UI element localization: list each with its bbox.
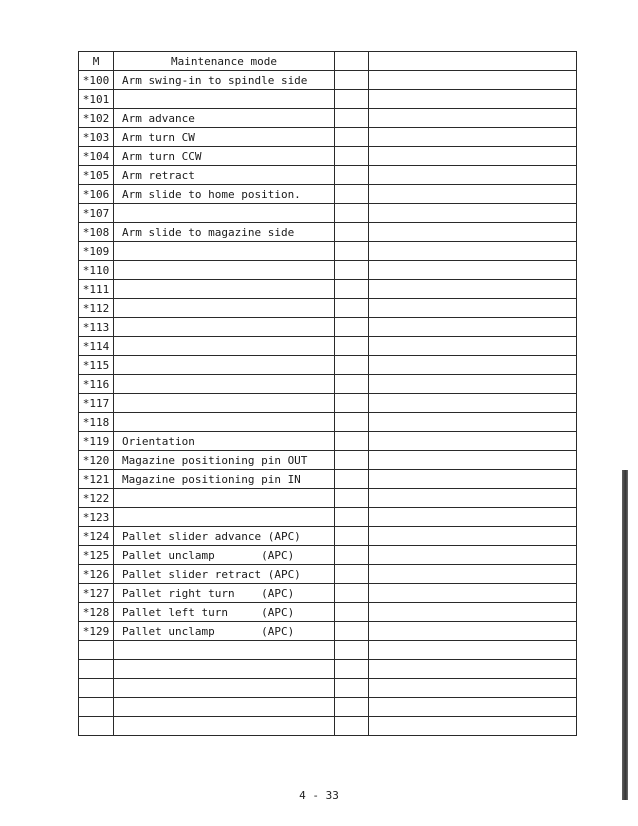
- row-extra-cell: [369, 204, 577, 223]
- row-description-cell: Magazine positioning pin IN: [114, 470, 335, 489]
- row-extra-cell: [369, 698, 577, 717]
- row-code-cell: *120: [79, 451, 114, 470]
- table-row: [79, 90, 577, 109]
- row-description-cell: Orientation: [114, 432, 335, 451]
- row-code-cell: *111: [79, 280, 114, 299]
- row-extra-cell: [335, 318, 369, 337]
- row-extra-cell: [369, 166, 577, 185]
- row-description-cell: [114, 261, 335, 280]
- row-extra-cell: [335, 508, 369, 527]
- row-extra-cell: [369, 280, 577, 299]
- row-extra-cell: [335, 565, 369, 584]
- row-code-cell: *106: [79, 185, 114, 204]
- table-row: [79, 109, 577, 128]
- row-extra-cell: [335, 299, 369, 318]
- row-description-cell: Pallet unclamp (APC): [114, 622, 335, 641]
- row-description-cell: Pallet slider retract (APC): [114, 565, 335, 584]
- row-extra-cell: [369, 337, 577, 356]
- table-row: [79, 128, 577, 147]
- row-description-cell: [114, 204, 335, 223]
- row-extra-cell: [335, 147, 369, 166]
- table-row: [79, 660, 577, 679]
- row-extra-cell: [335, 223, 369, 242]
- header-extra-cell: [335, 52, 369, 71]
- table-row: [79, 546, 577, 565]
- row-extra-cell: [335, 679, 369, 698]
- row-code-cell: *121: [79, 470, 114, 489]
- row-description-cell: [114, 299, 335, 318]
- row-description-cell: Pallet right turn (APC): [114, 584, 335, 603]
- row-description-cell: [114, 375, 335, 394]
- row-description-cell: Pallet unclamp (APC): [114, 546, 335, 565]
- table-row: [79, 413, 577, 432]
- row-extra-cell: [369, 565, 577, 584]
- row-code-cell: *118: [79, 413, 114, 432]
- table-row: [79, 679, 577, 698]
- row-extra-cell: [335, 109, 369, 128]
- table-row: [79, 204, 577, 223]
- row-code-cell: *124: [79, 527, 114, 546]
- row-code-cell: *127: [79, 584, 114, 603]
- table-row: [79, 451, 577, 470]
- row-description-cell: [114, 337, 335, 356]
- table-row: [79, 489, 577, 508]
- row-code-cell: *125: [79, 546, 114, 565]
- row-extra-cell: [369, 71, 577, 90]
- row-extra-cell: [369, 489, 577, 508]
- row-description-cell: [114, 698, 335, 717]
- row-description-cell: Pallet slider advance (APC): [114, 527, 335, 546]
- row-extra-cell: [335, 128, 369, 147]
- row-description-cell: [114, 280, 335, 299]
- table-row: [79, 337, 577, 356]
- row-extra-cell: [335, 622, 369, 641]
- row-extra-cell: [335, 641, 369, 660]
- row-description-cell: [114, 641, 335, 660]
- row-extra-cell: [369, 394, 577, 413]
- row-code-cell: *103: [79, 128, 114, 147]
- row-code-cell: *115: [79, 356, 114, 375]
- row-code-cell: *114: [79, 337, 114, 356]
- row-code-cell: *107: [79, 204, 114, 223]
- row-description-cell: [114, 489, 335, 508]
- row-extra-cell: [369, 508, 577, 527]
- row-code-cell: *119: [79, 432, 114, 451]
- row-extra-cell: [369, 185, 577, 204]
- row-description-cell: Arm slide to magazine side: [114, 223, 335, 242]
- row-extra-cell: [335, 185, 369, 204]
- row-extra-cell: [369, 717, 577, 736]
- row-extra-cell: [335, 242, 369, 261]
- row-code-cell: [79, 641, 114, 660]
- row-code-cell: *112: [79, 299, 114, 318]
- row-extra-cell: [335, 166, 369, 185]
- table-row: [79, 185, 577, 204]
- row-code-cell: *113: [79, 318, 114, 337]
- row-extra-cell: [335, 489, 369, 508]
- row-description-cell: Arm turn CCW: [114, 147, 335, 166]
- row-code-cell: *128: [79, 603, 114, 622]
- table-row: [79, 641, 577, 660]
- row-description-cell: [114, 679, 335, 698]
- row-extra-cell: [369, 223, 577, 242]
- row-extra-cell: [369, 90, 577, 109]
- row-extra-cell: [369, 603, 577, 622]
- table-row: [79, 166, 577, 185]
- table-row: [79, 603, 577, 622]
- row-code-cell: [79, 679, 114, 698]
- row-description-cell: Pallet left turn (APC): [114, 603, 335, 622]
- row-extra-cell: [369, 660, 577, 679]
- table-row: [79, 356, 577, 375]
- row-code-cell: *104: [79, 147, 114, 166]
- table-row: [79, 318, 577, 337]
- row-description-cell: [114, 660, 335, 679]
- row-code-cell: *108: [79, 223, 114, 242]
- table-row: [79, 71, 577, 90]
- row-extra-cell: [369, 546, 577, 565]
- row-extra-cell: [335, 413, 369, 432]
- row-code-cell: *129: [79, 622, 114, 641]
- row-code-cell: *109: [79, 242, 114, 261]
- row-description-cell: Arm slide to home position.: [114, 185, 335, 204]
- maintenance-mode-table: [78, 51, 577, 736]
- page-number: 4 - 33: [299, 789, 339, 802]
- row-extra-cell: [369, 413, 577, 432]
- table-row: [79, 584, 577, 603]
- table-row: [79, 394, 577, 413]
- row-extra-cell: [369, 527, 577, 546]
- row-code-cell: *100: [79, 71, 114, 90]
- row-description-cell: Arm advance: [114, 109, 335, 128]
- row-extra-cell: [335, 451, 369, 470]
- table-row: [79, 375, 577, 394]
- row-extra-cell: [335, 394, 369, 413]
- row-description-cell: [114, 242, 335, 261]
- row-code-cell: *116: [79, 375, 114, 394]
- table-row: [79, 223, 577, 242]
- row-extra-cell: [335, 717, 369, 736]
- row-extra-cell: [369, 318, 577, 337]
- row-extra-cell: [369, 261, 577, 280]
- row-extra-cell: [335, 698, 369, 717]
- row-extra-cell: [335, 660, 369, 679]
- table-row: [79, 280, 577, 299]
- row-extra-cell: [335, 261, 369, 280]
- row-extra-cell: [369, 375, 577, 394]
- row-description-cell: [114, 413, 335, 432]
- row-description-cell: Arm retract: [114, 166, 335, 185]
- row-code-cell: *117: [79, 394, 114, 413]
- row-code-cell: *102: [79, 109, 114, 128]
- table-row: [79, 508, 577, 527]
- row-extra-cell: [335, 71, 369, 90]
- row-code-cell: [79, 698, 114, 717]
- row-code-cell: *101: [79, 90, 114, 109]
- row-extra-cell: [335, 90, 369, 109]
- table-row: [79, 299, 577, 318]
- row-code-cell: *122: [79, 489, 114, 508]
- row-description-cell: Arm turn CW: [114, 128, 335, 147]
- row-description-cell: Magazine positioning pin OUT: [114, 451, 335, 470]
- row-extra-cell: [335, 432, 369, 451]
- header-code-cell: M: [79, 52, 114, 71]
- row-extra-cell: [369, 584, 577, 603]
- row-extra-cell: [335, 337, 369, 356]
- table-row: [79, 147, 577, 166]
- row-extra-cell: [335, 584, 369, 603]
- row-description-cell: [114, 508, 335, 527]
- row-description-cell: [114, 717, 335, 736]
- row-code-cell: *105: [79, 166, 114, 185]
- table-row: [79, 565, 577, 584]
- row-code-cell: [79, 660, 114, 679]
- row-extra-cell: [369, 432, 577, 451]
- row-extra-cell: [369, 451, 577, 470]
- row-extra-cell: [369, 128, 577, 147]
- row-extra-cell: [369, 109, 577, 128]
- row-extra-cell: [369, 470, 577, 489]
- row-description-cell: [114, 356, 335, 375]
- row-extra-cell: [335, 356, 369, 375]
- table-row: [79, 470, 577, 489]
- row-code-cell: [79, 717, 114, 736]
- row-extra-cell: [369, 147, 577, 166]
- table-row: [79, 717, 577, 736]
- row-description-cell: [114, 394, 335, 413]
- row-extra-cell: [335, 204, 369, 223]
- table-row: [79, 622, 577, 641]
- header-description-cell: Maintenance mode: [114, 52, 335, 71]
- row-description-cell: [114, 90, 335, 109]
- row-extra-cell: [335, 375, 369, 394]
- row-code-cell: *123: [79, 508, 114, 527]
- row-extra-cell: [335, 527, 369, 546]
- header-extra-cell: [369, 52, 577, 71]
- row-extra-cell: [369, 356, 577, 375]
- row-code-cell: *126: [79, 565, 114, 584]
- table-row: [79, 698, 577, 717]
- row-extra-cell: [369, 622, 577, 641]
- row-extra-cell: [369, 242, 577, 261]
- row-extra-cell: [335, 546, 369, 565]
- scan-edge-shadow: [622, 470, 628, 800]
- row-extra-cell: [369, 299, 577, 318]
- row-description-cell: [114, 318, 335, 337]
- row-extra-cell: [335, 280, 369, 299]
- row-extra-cell: [335, 470, 369, 489]
- row-description-cell: Arm swing-in to spindle side: [114, 71, 335, 90]
- row-code-cell: *110: [79, 261, 114, 280]
- table-body: [79, 71, 577, 736]
- table-row: [79, 527, 577, 546]
- row-extra-cell: [335, 603, 369, 622]
- table-row: [79, 432, 577, 451]
- row-extra-cell: [369, 641, 577, 660]
- row-extra-cell: [369, 679, 577, 698]
- table-row: [79, 242, 577, 261]
- table-header-row: [79, 52, 577, 71]
- table-row: [79, 261, 577, 280]
